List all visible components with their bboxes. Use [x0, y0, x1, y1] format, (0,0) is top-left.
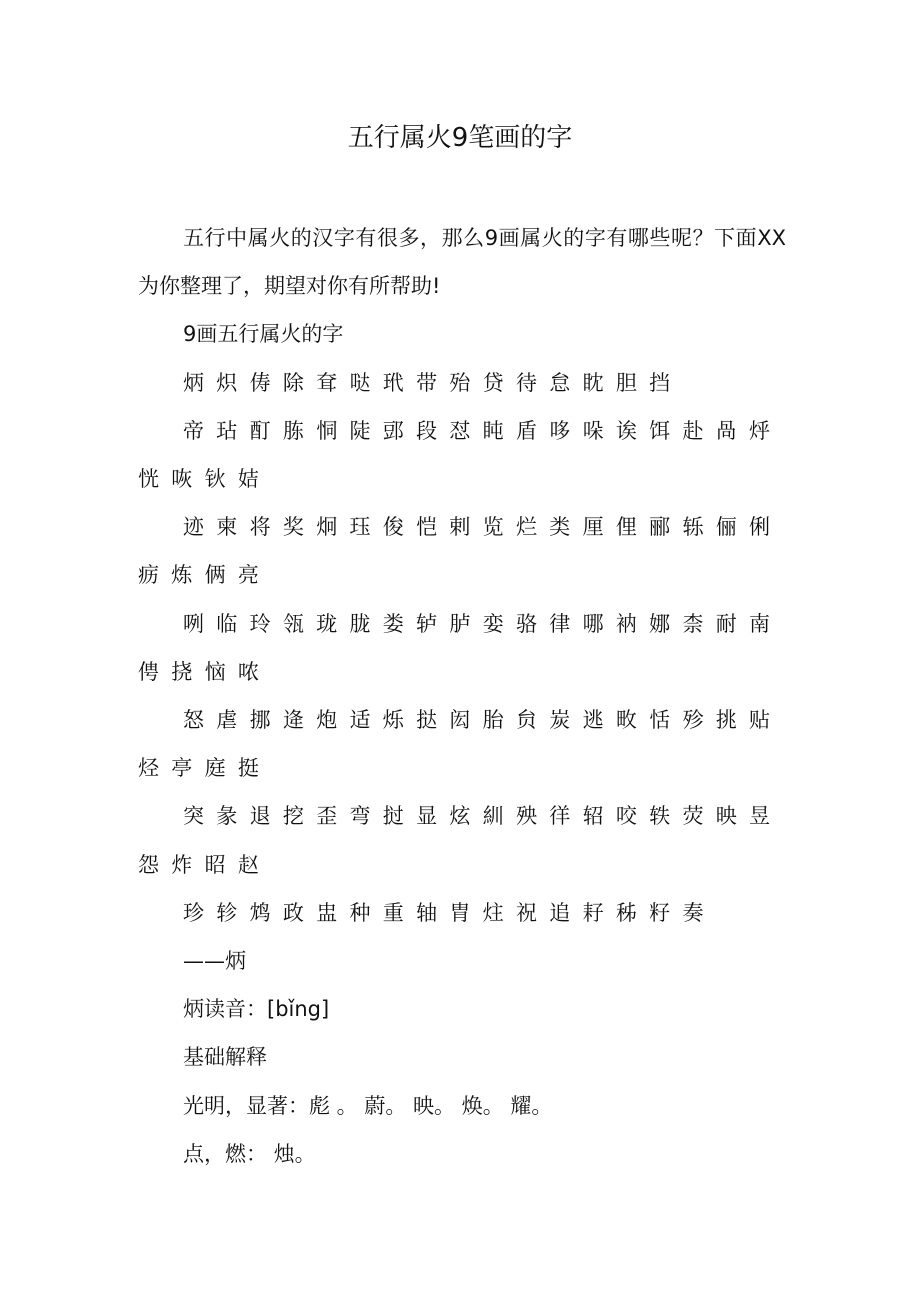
hanzi-char: 闳 — [449, 708, 471, 733]
hanzi-char: 炷 — [482, 900, 504, 925]
hanzi-char: 恼 — [204, 659, 226, 684]
hanzi-char: 骆 — [515, 611, 537, 636]
hanzi-char: 映 — [715, 804, 737, 829]
intro-paragraph: 五行中属火的汉字有很多，那么9画属火的字有哪些呢？下面XX为你整理了，期望对你有所帮助! — [138, 226, 786, 299]
hanzi-char: 盾 — [515, 418, 537, 443]
character-group — [138, 889, 786, 937]
hanzi-char: 炫 — [449, 804, 471, 829]
basic-explanation-heading: 基础解释 — [183, 1045, 267, 1070]
hanzi-char: 剌 — [449, 515, 471, 540]
character-group — [138, 407, 786, 503]
character-group — [138, 792, 786, 888]
hanzi-char: 亮 — [237, 563, 259, 588]
character-group — [138, 600, 786, 696]
hanzi-char: 恫 — [316, 418, 338, 443]
hanzi-char: 亭 — [171, 756, 193, 781]
hanzi-char: 炭 — [549, 708, 571, 733]
hanzi-char: 轴 — [416, 900, 438, 925]
hanzi-char: 临 — [216, 611, 238, 636]
hanzi-char: 除 — [282, 370, 304, 395]
character-list — [138, 359, 786, 937]
hanzi-char: 胪 — [449, 611, 471, 636]
hanzi-char: 恬 — [649, 708, 671, 733]
hanzi-char: 郖 — [382, 418, 404, 443]
definition-2: 点，燃： 烛。 — [183, 1141, 316, 1166]
hanzi-char: 段 — [416, 418, 438, 443]
hanzi-char: 迹 — [183, 515, 204, 540]
hanzi-char: 将 — [249, 515, 271, 540]
hanzi-char: 玳 — [382, 370, 404, 395]
hanzi-char: 律 — [549, 611, 571, 636]
hanzi-char: 胨 — [282, 418, 304, 443]
hanzi-char: 厘 — [582, 515, 604, 540]
hanzi-char: 珏 — [349, 515, 371, 540]
hanzi-char: 盹 — [482, 418, 504, 443]
hanzi-char: 待 — [515, 370, 537, 395]
hanzi-char: 轳 — [416, 611, 438, 636]
hanzi-char: 炮 — [316, 708, 338, 733]
hanzi-char: 哪 — [582, 611, 604, 636]
hanzi-char: 赵 — [237, 852, 259, 877]
hanzi-char: 轺 — [582, 804, 604, 829]
hanzi-char: 炽 — [216, 370, 238, 395]
hanzi-char: 俜 — [138, 659, 159, 684]
hanzi-char: 俚 — [615, 515, 637, 540]
hanzi-char: 耔 — [582, 900, 604, 925]
hanzi-char: 俩 — [204, 563, 226, 588]
hanzi-char: 荧 — [682, 804, 704, 829]
hanzi-char: 虐 — [216, 708, 238, 733]
hanzi-char: 鸩 — [249, 900, 271, 925]
character-group — [138, 696, 786, 792]
pronunciation: 炳读音：[bǐng] — [183, 997, 330, 1022]
hanzi-char: 贠 — [515, 708, 537, 733]
hanzi-char: 衲 — [615, 611, 637, 636]
hanzi-char: 耐 — [715, 611, 737, 636]
hanzi-char: 饵 — [649, 418, 671, 443]
hanzi-char: 畋 — [615, 708, 637, 733]
hanzi-char: 哝 — [237, 659, 259, 684]
character-group — [138, 503, 786, 599]
hanzi-char: 咬 — [615, 804, 637, 829]
hanzi-char: 突 — [183, 804, 204, 829]
hanzi-char: 哒 — [349, 370, 371, 395]
hanzi-char: 殃 — [515, 804, 537, 829]
hanzi-char: 疬 — [138, 563, 159, 588]
hanzi-char: 哚 — [582, 418, 604, 443]
hanzi-char: 紃 — [482, 804, 504, 829]
hanzi-char: 俊 — [382, 515, 404, 540]
hanzi-char: 轹 — [682, 515, 704, 540]
hanzi-char: 挖 — [282, 804, 304, 829]
hanzi-char: 俪 — [715, 515, 737, 540]
hanzi-char: 挪 — [249, 708, 271, 733]
hanzi-char: 炸 — [171, 852, 193, 877]
hanzi-char: 炼 — [171, 563, 193, 588]
hanzi-char: 彖 — [216, 804, 238, 829]
hanzi-char: 胧 — [349, 611, 371, 636]
hanzi-char: 胆 — [615, 370, 637, 395]
hanzi-char: 追 — [549, 900, 571, 925]
hanzi-char: 钬 — [204, 467, 226, 492]
hanzi-char: 娜 — [649, 611, 671, 636]
hanzi-char: 昭 — [204, 852, 226, 877]
hanzi-char: 俦 — [249, 370, 271, 395]
hanzi-char: 陡 — [349, 418, 371, 443]
hanzi-char: 怼 — [449, 418, 471, 443]
hanzi-char: 种 — [349, 900, 371, 925]
hanzi-char: 烃 — [138, 756, 159, 781]
hanzi-char: 胎 — [482, 708, 504, 733]
hanzi-char: 炯 — [316, 515, 338, 540]
hanzi-char: 挞 — [416, 708, 438, 733]
hanzi-char: 怠 — [549, 370, 571, 395]
hanzi-char: 耷 — [316, 370, 338, 395]
hanzi-char: 轶 — [649, 804, 671, 829]
entry-heading: ——炳 — [183, 949, 246, 974]
hanzi-char: 挝 — [382, 804, 404, 829]
hanzi-char: 逃 — [582, 708, 604, 733]
hanzi-char: 政 — [282, 900, 304, 925]
hanzi-char: 恍 — [138, 467, 159, 492]
hanzi-char: 俐 — [749, 515, 771, 540]
hanzi-char: 娄 — [382, 611, 404, 636]
hanzi-char: 玲 — [249, 611, 271, 636]
hanzi-char: 贷 — [482, 370, 504, 395]
hanzi-char: 珑 — [316, 611, 338, 636]
definition-1: 光明，显著：彪 。 蔚。 映。 焕。 耀。 — [183, 1093, 553, 1118]
hanzi-char: 逄 — [282, 708, 304, 733]
hanzi-char: 退 — [249, 804, 271, 829]
hanzi-char: 盅 — [316, 900, 338, 925]
hanzi-char: 诶 — [615, 418, 637, 443]
hanzi-char: 烁 — [382, 708, 404, 733]
hanzi-char: 烀 — [749, 418, 771, 443]
hanzi-char: 赴 — [682, 418, 704, 443]
hanzi-char: 类 — [549, 515, 571, 540]
hanzi-char: 郦 — [649, 515, 671, 540]
hanzi-char: 祝 — [515, 900, 537, 925]
hanzi-char: 昱 — [749, 804, 771, 829]
hanzi-char: 挑 — [715, 708, 737, 733]
hanzi-char: 重 — [382, 900, 404, 925]
hanzi-char: 咴 — [171, 467, 193, 492]
hanzi-char: 弯 — [349, 804, 371, 829]
hanzi-char: 挺 — [237, 756, 259, 781]
hanzi-char: 奖 — [282, 515, 304, 540]
hanzi-char: 咼 — [715, 418, 737, 443]
hanzi-char: 显 — [416, 804, 438, 829]
hanzi-char: 娈 — [482, 611, 504, 636]
hanzi-char: 徉 — [549, 804, 571, 829]
hanzi-char: 带 — [416, 370, 438, 395]
character-group — [138, 359, 786, 407]
hanzi-char: 眈 — [582, 370, 604, 395]
hanzi-char: 籽 — [649, 900, 671, 925]
hanzi-char: 珍 — [183, 900, 204, 925]
document-title: 五行属火9笔画的字 — [347, 123, 573, 153]
hanzi-char: 贴 — [749, 708, 771, 733]
hanzi-char: 柰 — [682, 611, 704, 636]
hanzi-char: 庭 — [204, 756, 226, 781]
hanzi-char: 玷 — [216, 418, 238, 443]
hanzi-char: 览 — [482, 515, 504, 540]
hanzi-char: 胄 — [449, 900, 471, 925]
hanzi-char: 怒 — [183, 708, 204, 733]
hanzi-char: 挡 — [649, 370, 671, 395]
hanzi-char: 姞 — [237, 467, 259, 492]
hanzi-char: 秭 — [615, 900, 637, 925]
hanzi-char: 挠 — [171, 659, 193, 684]
hanzi-char: 烂 — [515, 515, 537, 540]
hanzi-char: 南 — [749, 611, 771, 636]
hanzi-char: 炳 — [183, 370, 204, 395]
hanzi-char: 适 — [349, 708, 371, 733]
hanzi-char: 歪 — [316, 804, 338, 829]
hanzi-char: 酊 — [249, 418, 271, 443]
hanzi-char: 怨 — [138, 852, 159, 877]
hanzi-char: 瓴 — [282, 611, 304, 636]
hanzi-char: 柬 — [216, 515, 238, 540]
document-body — [138, 214, 786, 1178]
hanzi-char: 轸 — [216, 900, 238, 925]
hanzi-char: 咧 — [183, 611, 204, 636]
hanzi-char: 哆 — [549, 418, 571, 443]
subheading: 9画五行属火的字 — [183, 322, 344, 347]
hanzi-char: 殆 — [449, 370, 471, 395]
hanzi-char: 帝 — [183, 418, 204, 443]
hanzi-char: 奏 — [682, 900, 704, 925]
hanzi-char: 恺 — [416, 515, 438, 540]
hanzi-char: 殄 — [682, 708, 704, 733]
